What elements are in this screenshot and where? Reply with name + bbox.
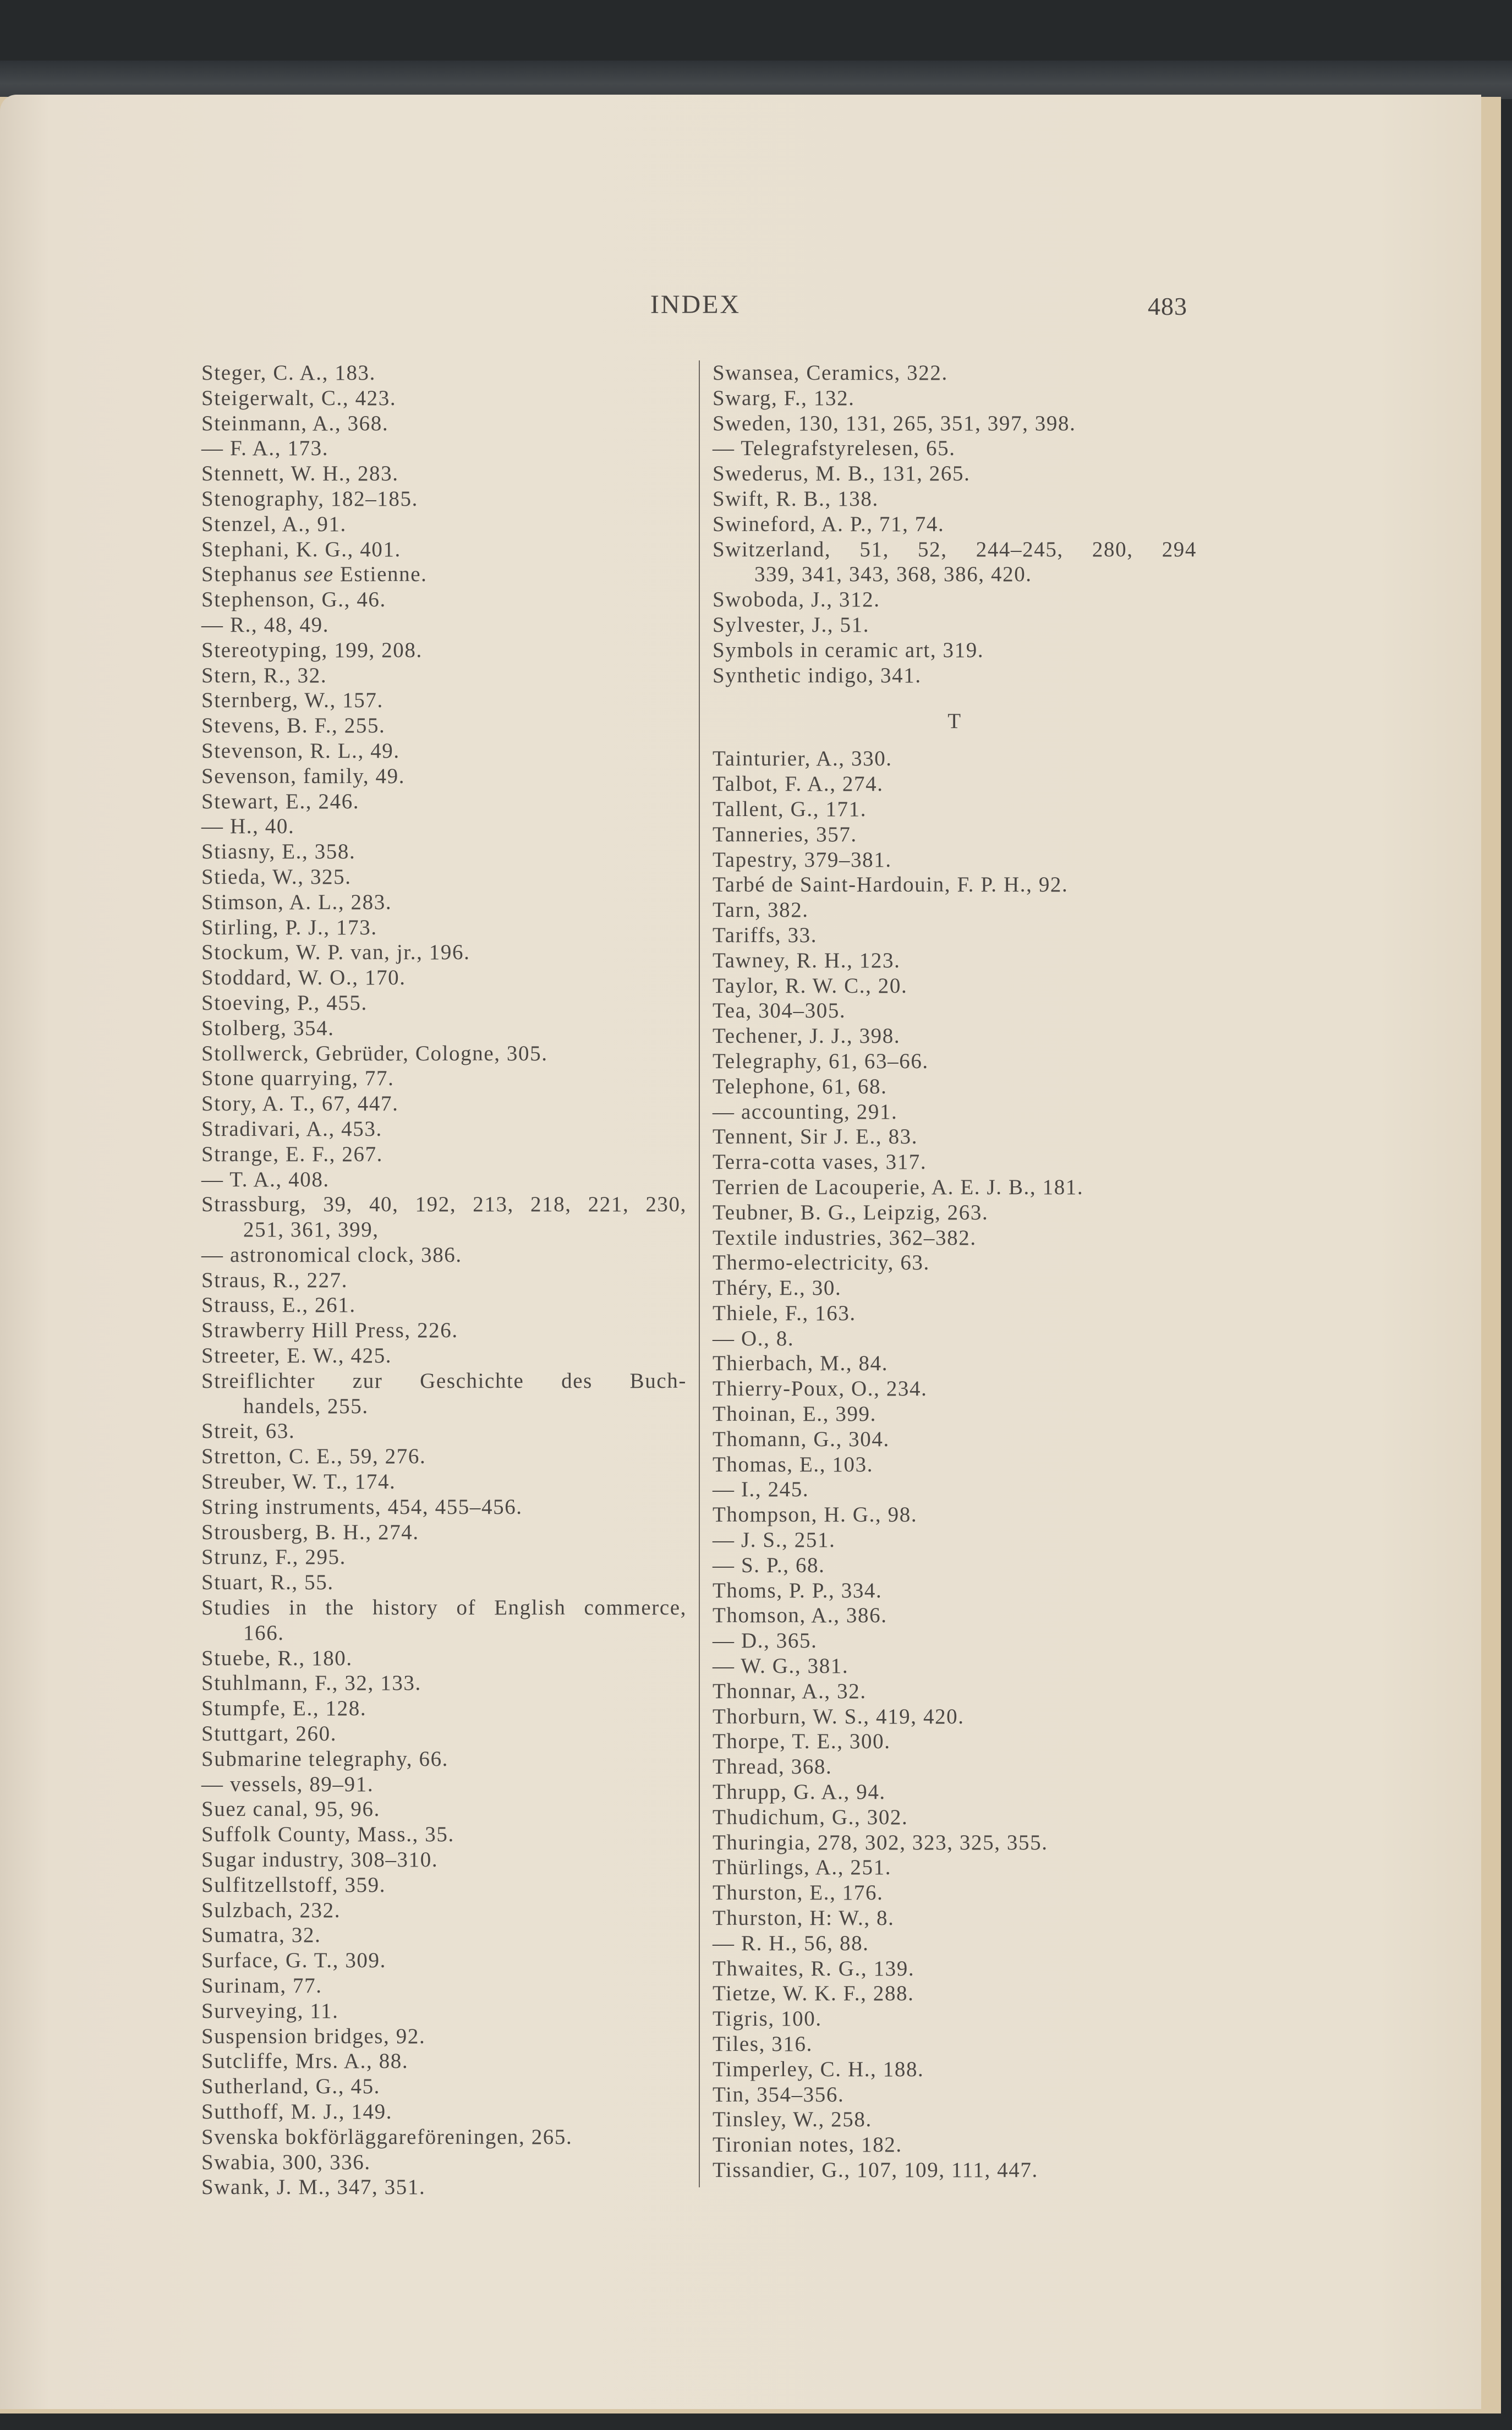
page-number: 483 [1148, 292, 1187, 320]
index-entry: Thierry-Poux, O., 234. [713, 1377, 928, 1401]
index-entry: Thürlings, A., 251. [713, 1856, 892, 1880]
index-entry: Thomann, G., 304. [713, 1427, 890, 1451]
index-entry: — R. H., 56, 88. [713, 1931, 869, 1955]
index-entry-part: Estienne. [333, 562, 428, 587]
index-entry: Synthetic indigo, 341. [713, 663, 922, 687]
index-entry: Sutcliffe, Mrs. A., 88. [201, 2049, 409, 2073]
index-entry: Stirling, P. J., 173. [201, 915, 377, 939]
index-entry: Stewart, E., 246. [201, 789, 360, 813]
index-entry: Submarine telegraphy, 66. [201, 1747, 449, 1771]
index-entry: — H., 40. [201, 814, 295, 839]
index-entry: — R., 48, 49. [201, 612, 330, 637]
index-entry: Strunz, F., 295. [201, 1545, 346, 1569]
index-entry: Straus, R., 227. [201, 1268, 348, 1292]
index-entry: Stoeving, P., 455. [201, 990, 368, 1015]
index-entry: String instruments, 454, 455–456. [201, 1495, 523, 1519]
index-entry: — astronomical clock, 386. [201, 1243, 462, 1267]
index-entry: Tennent, Sir J. E., 83. [713, 1125, 918, 1149]
index-entry: Thorpe, T. E., 300. [713, 1730, 891, 1754]
index-entry: — T. A., 408. [201, 1167, 330, 1191]
index-entry: — D., 365. [713, 1629, 818, 1653]
index-entry: Swabia, 300, 336. [201, 2150, 371, 2174]
index-entry: Surface, G. T., 309. [201, 1949, 386, 1973]
index-entry: Stiasny, E., 358. [201, 840, 356, 864]
index-entry: Textile industries, 362–382. [713, 1225, 977, 1250]
index-entry: Tea, 304–305. [713, 999, 846, 1023]
index-entry: Sulfitzellstoff, 359. [201, 1873, 386, 1897]
index-entry: Strauss, E., 261. [201, 1293, 356, 1317]
index-entry: Tiles, 316. [713, 2032, 813, 2056]
index-entry: Stereotyping, 199, 208. [201, 638, 423, 662]
index-entry: Swift, R. B., 138. [713, 486, 879, 511]
index-entry: Tironian notes, 182. [713, 2133, 902, 2157]
index-entry: Stolberg, 354. [201, 1016, 335, 1040]
index-entry: Stephenson, G., 46. [201, 588, 386, 612]
index-entry: Tariffs, 33. [713, 923, 818, 947]
index-entry-continuation: 251, 361, 399, [243, 1218, 379, 1242]
index-entry: Thurston, E., 176. [713, 1881, 884, 1905]
index-entry: Stumpfe, E., 128. [201, 1696, 367, 1721]
index-entry: Streiflichter zur Geschichte des Buch- [201, 1369, 687, 1393]
index-entry: Stern, R., 32. [201, 663, 327, 687]
index-entry: Sugar industry, 308–310. [201, 1848, 439, 1872]
index-entry: Stretton, C. E., 59, 276. [201, 1444, 426, 1469]
index-entry: Thoinan, E., 399. [713, 1402, 876, 1426]
index-entry: Théry, E., 30. [713, 1276, 842, 1300]
index-entry: Strawberry Hill Press, 226. [201, 1318, 458, 1343]
index-entry: Studies in the history of English commerce, [201, 1596, 687, 1620]
index-entry: Thuringia, 278, 302, 323, 325, 355. [713, 1830, 1048, 1854]
index-entry: Swank, J. M., 347, 351. [201, 2175, 426, 2199]
index-entry: Thorburn, W. S., 419, 420. [713, 1704, 965, 1728]
index-entry: Teubner, B. G., Leipzig, 263. [713, 1200, 989, 1224]
index-entry-part: Stephanus [201, 562, 304, 587]
index-entry: Tietze, W. K. F., 288. [713, 1982, 914, 2006]
index-entry: Sylvester, J., 51. [713, 612, 870, 637]
index-entry: Sevenson, family, 49. [201, 764, 406, 788]
index-entry: Streeter, E. W., 425. [201, 1344, 392, 1368]
index-entry: Suez canal, 95, 96. [201, 1797, 380, 1821]
index-entry: Tin, 354–356. [713, 2082, 845, 2106]
index-entry: Swederus, M. B., 131, 265. [713, 462, 971, 486]
index-entry: Stevens, B. F., 255. [201, 714, 386, 738]
index-entry: — accounting, 291. [713, 1099, 898, 1124]
index-entry: Tarn, 382. [713, 898, 809, 922]
index-entry: Strassburg, 39, 40, 192, 213, 218, 221, 230, [201, 1192, 687, 1217]
index-entry: Taylor, R. W. C., 20. [713, 973, 908, 998]
index-entry: Stevenson, R. L., 49. [201, 738, 400, 763]
index-entry: Swarg, F., 132. [713, 386, 855, 410]
index-entry: Sternberg, W., 157. [201, 688, 384, 713]
index-entry: Sutherland, G., 45. [201, 2075, 381, 2099]
index-entry: — F. A., 173. [201, 436, 329, 461]
index-entry: Stennett, W. H., 283. [201, 462, 399, 486]
book-cover-edge [0, 61, 1512, 99]
index-entry: Stieda, W., 325. [201, 864, 352, 889]
index-entry: Terrien de Lacouperie, A. E. J. B., 181. [713, 1175, 1084, 1199]
index-entry: Talbot, F. A., 274. [713, 772, 884, 796]
index-entry: Thomson, A., 386. [713, 1603, 888, 1628]
index-entry: Thiele, F., 163. [713, 1301, 856, 1325]
index-entry: Thwaites, R. G., 139. [713, 1956, 915, 1980]
index-entry: Thierbach, M., 84. [713, 1351, 889, 1376]
index-entry: Strange, E. F., 267. [201, 1142, 384, 1166]
index-entry: Timperley, C. H., 188. [713, 2057, 924, 2081]
index-entry: Telegraphy, 61, 63–66. [713, 1049, 929, 1073]
index-entry: Suffolk County, Mass., 35. [201, 1822, 454, 1847]
index-entry: Stuttgart, 260. [201, 1722, 337, 1746]
index-column-left [201, 360, 687, 2200]
index-entry: Sumatra, 32. [201, 1923, 321, 1947]
index-entry: Tanneries, 357. [713, 822, 857, 846]
index-column-right [713, 360, 1197, 2183]
index-entry: Streit, 63. [201, 1419, 295, 1443]
index-entry: Thurston, H: W., 8. [713, 1906, 895, 1930]
index-entry: Stenzel, A., 91. [201, 512, 347, 536]
running-head-title: INDEX [650, 290, 741, 319]
index-entry: Thermo-electricity, 63. [713, 1251, 930, 1275]
index-entry: — W. G., 381. [713, 1654, 849, 1678]
index-entry: Tinsley, W., 258. [713, 2108, 872, 2132]
index-entry: Steger, C. A., 183. [201, 361, 376, 385]
index-entry: Swansea, Ceramics, 322. [713, 361, 948, 385]
index-entry: Stuebe, R., 180. [201, 1646, 353, 1670]
index-entry: — S. P., 68. [713, 1553, 825, 1577]
index-entry: Stenography, 182–185. [201, 486, 418, 511]
index-entry: Tallent, G., 171. [713, 797, 867, 821]
index-entry: — J. S., 251. [713, 1528, 836, 1552]
index-entry: Surveying, 11. [201, 1999, 339, 2023]
index-entry: Switzerland, 51, 52, 244–245, 280, 294 [713, 537, 1197, 561]
index-entry: Stuhlmann, F., 32, 133. [201, 1671, 421, 1695]
index-entry: Sulzbach, 232. [201, 1898, 341, 1922]
index-entry [201, 562, 687, 587]
index-entry: Suspension bridges, 92. [201, 2024, 426, 2048]
index-entry-continuation: handels, 255. [243, 1394, 369, 1418]
index-entry: Tainturier, A., 330. [713, 747, 892, 771]
section-letter-heading: T [947, 709, 962, 734]
index-entry: Swineford, A. P., 71, 74. [713, 512, 945, 536]
index-entry: Story, A. T., 67, 447. [201, 1092, 399, 1116]
index-entry: Svenska bokförläggareföreningen, 265. [201, 2125, 573, 2149]
index-entry: Stollwerck, Gebrüder, Cologne, 305. [201, 1041, 548, 1065]
index-entry: Thompson, H. G., 98. [713, 1503, 918, 1527]
index-entry: Stephani, K. G., 401. [201, 537, 401, 561]
index-entry: Thomas, E., 103. [713, 1452, 874, 1476]
index-entry: Thread, 368. [713, 1755, 832, 1779]
index-entry: — I., 245. [713, 1477, 809, 1502]
index-entry: Techener, J. J., 398. [713, 1024, 901, 1048]
index-entry: Tawney, R. H., 123. [713, 948, 901, 972]
index-entry: Swoboda, J., 312. [713, 588, 880, 612]
index-entry: Thrupp, G. A., 94. [713, 1780, 886, 1804]
index-entry: Symbols in ceramic art, 319. [713, 638, 984, 662]
index-entry: Sweden, 130, 131, 265, 351, 397, 398. [713, 411, 1076, 435]
column-divider [699, 360, 700, 2187]
index-entry-continuation: 166. [243, 1621, 284, 1645]
index-entry: Telephone, 61, 68. [713, 1074, 888, 1098]
index-entry-continuation: 339, 341, 343, 368, 386, 420. [754, 562, 1032, 587]
index-entry: Tapestry, 379–381. [713, 847, 892, 872]
index-entry: Tigris, 100. [713, 2007, 822, 2031]
index-entry: Steinmann, A., 368. [201, 411, 389, 435]
index-entry: Thudichum, G., 302. [713, 1805, 908, 1829]
index-entry: Tarbé de Saint-Hardouin, F. P. H., 92. [713, 873, 1069, 897]
index-entry: Stockum, W. P. van, jr., 196. [201, 940, 470, 965]
index-entry: Strousberg, B. H., 274. [201, 1520, 419, 1544]
index-entry: — O., 8. [713, 1326, 795, 1350]
index-entry: Stone quarrying, 77. [201, 1066, 395, 1091]
index-entry: Terra-cotta vases, 317. [713, 1150, 927, 1174]
index-entry: Tissandier, G., 107, 109, 111, 447. [713, 2158, 1038, 2182]
index-entry: Stoddard, W. O., 170. [201, 966, 406, 990]
index-entry: Thonnar, A., 32. [713, 1679, 867, 1703]
index-entry: — Telegrafstyrelesen, 65. [713, 436, 956, 461]
index-entry: Stradivari, A., 453. [201, 1117, 382, 1141]
index-entry: Sutthoff, M. J., 149. [201, 2099, 393, 2123]
index-entry: Streuber, W. T., 174. [201, 1470, 396, 1494]
index-entry: Stimson, A. L., 283. [201, 890, 392, 914]
cross-reference-see: see [304, 562, 334, 587]
index-entry: Stuart, R., 55. [201, 1570, 334, 1595]
index-entry: Steigerwalt, C., 423. [201, 386, 397, 410]
index-entry: Surinam, 77. [201, 1974, 322, 1997]
index-entry: Thoms, P. P., 334. [713, 1578, 883, 1602]
index-entry: — vessels, 89–91. [201, 1772, 374, 1796]
